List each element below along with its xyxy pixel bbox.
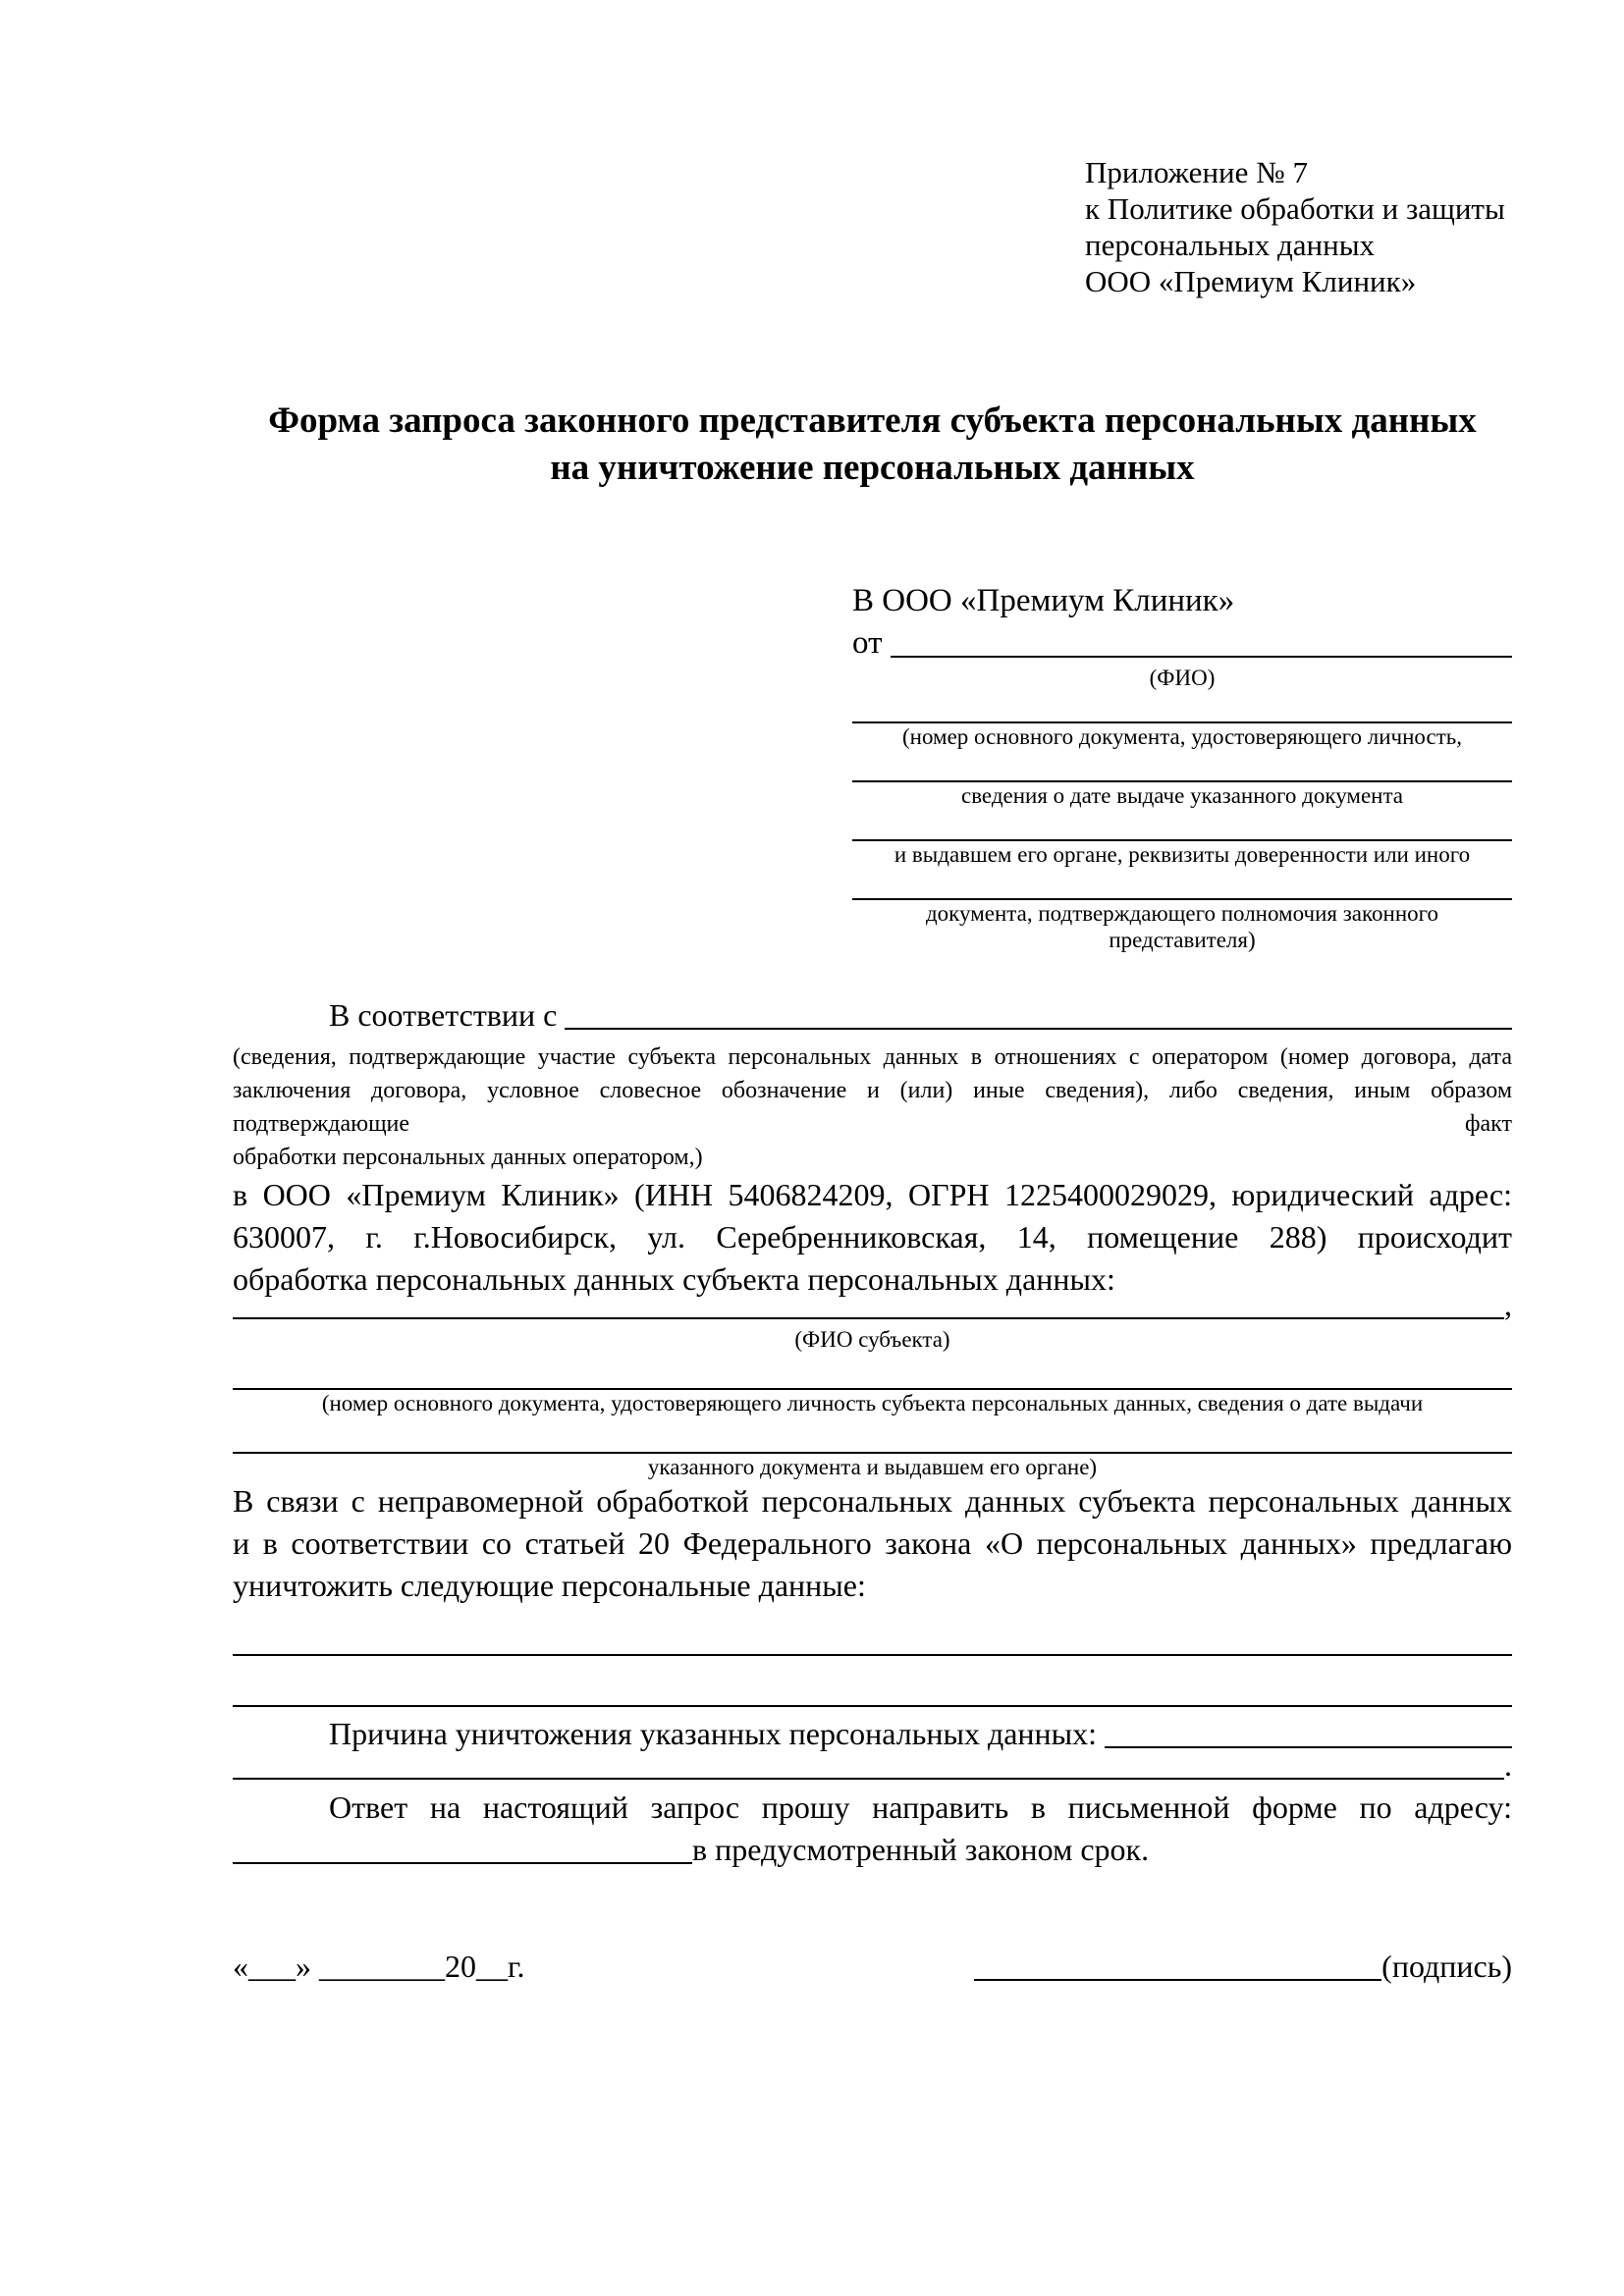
- accordance-row: [233, 994, 1512, 1037]
- fio-blank-line: [891, 656, 1513, 658]
- subject-doc-blank-line: [233, 1353, 1512, 1390]
- doc-blank-line: [852, 809, 1512, 841]
- answer-tail-row: [233, 1829, 1512, 1871]
- accordance-blank-line: [565, 1028, 1512, 1030]
- footer-row: [233, 1946, 1512, 1988]
- reason-lead: Причина уничтожения указанных персональных данных:: [329, 1716, 1106, 1751]
- reason-row: [233, 1713, 1512, 1755]
- demand-paragraph: [233, 1480, 1512, 1607]
- subject-doc-caption: (номер основного документа, удостоверяющего личность субъекта персональных данных, сведения о дате выдачи: [321, 1391, 1424, 1415]
- paragraph-line: уничтожить следующие персональные данные:: [233, 1568, 866, 1603]
- doc-blank-line: [852, 868, 1512, 900]
- from-row: [852, 622, 1512, 665]
- note-line: обработки персональных данных оператором,): [233, 1145, 703, 1170]
- subject-doc-caption: указанного документа и выдавшем его органе): [647, 1455, 1098, 1479]
- addressee-block: [852, 580, 1512, 953]
- annex-block: [1085, 154, 1512, 299]
- paragraph-line: В связи с неправомерной обработкой персональных данных субъекта персональных данных: [233, 1483, 1512, 1519]
- addressee-to: В ООО «Премиум Клиник»: [852, 583, 1235, 618]
- annex-line: Приложение № 7: [1085, 155, 1308, 189]
- data-blank-line: [233, 1615, 1512, 1656]
- answer-line: Ответ на настоящий запрос прошу направить в письменной форме по адресу:: [329, 1789, 1512, 1825]
- date-line: «___» ________20__г.: [233, 1949, 525, 1984]
- accordance-note: [233, 1041, 1512, 1174]
- title-line: на уничтожение персональных данных: [550, 448, 1195, 488]
- doc-blank-line: [852, 691, 1512, 723]
- signature-blank-line: [974, 1979, 1381, 1981]
- fio-caption: (ФИО): [1149, 666, 1216, 690]
- reason-blank-line: [1105, 1746, 1512, 1748]
- comma-mark: ,: [1504, 1287, 1512, 1322]
- reason-continuation-row: [233, 1747, 1512, 1787]
- paragraph-line: и в соответствии со статьей 20 Федерального закона «О персональных данных» предлагаю: [233, 1525, 1512, 1561]
- signature-caption: (подпись): [1381, 1949, 1512, 1984]
- doc-line-caption: и выдавшем его органе, реквизиты доверенности или иного: [893, 842, 1471, 867]
- annex-line: ООО «Премиум Клиник»: [1085, 264, 1417, 298]
- paragraph-line: обработка персональных данных субъекта персональных данных:: [233, 1261, 1115, 1297]
- subject-fio-blank-line: [233, 1317, 1504, 1319]
- annex-line: персональных данных: [1085, 228, 1376, 262]
- doc-line-caption: (номер основного документа, удостоверяющего личность,: [901, 724, 1462, 749]
- answer-tail: в предусмотренный законом срок.: [692, 1832, 1150, 1867]
- doc-line-caption: документа, подтверждающего полномочия законного представителя): [925, 901, 1438, 952]
- signature-group: [974, 1946, 1512, 1988]
- subject-fio-row: [233, 1287, 1512, 1326]
- from-label: от: [852, 625, 883, 661]
- accordance-lead: В соответствии с: [329, 997, 558, 1033]
- subject-fio-caption: (ФИО субъекта): [794, 1327, 950, 1352]
- paragraph-line: 630007, г. г.Новосибирск, ул. Серебренниковская, 14, помещение 288) происходит: [233, 1219, 1512, 1255]
- address-blank-line: [233, 1862, 692, 1864]
- doc-line-caption: сведения о дате выдаче указанного документа: [960, 783, 1404, 808]
- title-line: Форма запроса законного представителя субъекта персональных данных: [268, 400, 1477, 441]
- doc-blank-line: [852, 750, 1512, 782]
- subject-doc-blank-line: [233, 1416, 1512, 1454]
- reason-blank-line: [233, 1778, 1504, 1780]
- paragraph-line: в ООО «Премиум Клиник» (ИНН 5406824209, ОГРН 1225400029029, юридический адрес:: [233, 1177, 1512, 1212]
- form-title: [233, 398, 1512, 492]
- note-line: заключения договора, условное словесное обозначение и (или) иные сведения), либо сведения, иным образом подтверждающие факт: [233, 1078, 1512, 1137]
- period-mark: .: [1504, 1747, 1512, 1783]
- operator-paragraph: [233, 1174, 1512, 1301]
- annex-line: к Политике обработки и защиты: [1085, 191, 1505, 226]
- note-line: (сведения, подтверждающие участие субъекта персональных данных в отношениях с оператором (номер договора, дата: [233, 1044, 1512, 1070]
- data-blank-line: [233, 1656, 1512, 1707]
- page-content: [233, 154, 1512, 1988]
